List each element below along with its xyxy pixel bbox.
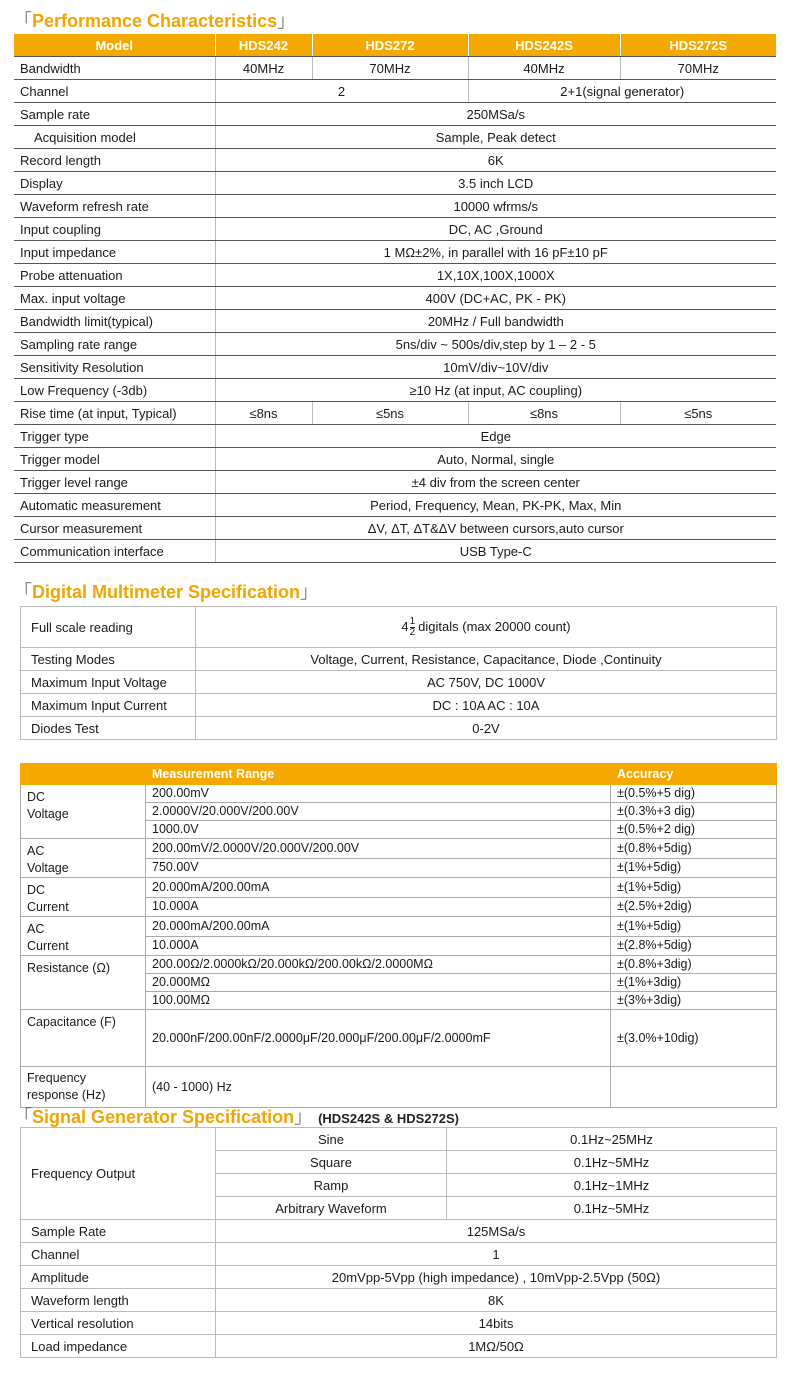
spec-row xyxy=(14,379,776,402)
measurement-row xyxy=(21,1067,777,1108)
column-header: Accuracy xyxy=(611,764,777,785)
dmm-table xyxy=(20,606,777,740)
spec-label: Acquisition model xyxy=(14,126,215,149)
spec-label: Rise time (at input, Typical) xyxy=(14,402,215,425)
spec-row xyxy=(14,356,776,379)
spec-value: 40MHz xyxy=(215,57,312,80)
waveform-name: Square xyxy=(216,1151,447,1174)
spec-value: 1 MΩ±2%, in parallel with 16 pF±10 pF xyxy=(215,241,776,264)
spec-value: 8K xyxy=(216,1289,777,1312)
spec-value: 125MSa/s xyxy=(216,1220,777,1243)
spec-label: Maximum Input Voltage xyxy=(21,671,196,694)
spec-label: Waveform refresh rate xyxy=(14,195,215,218)
signal-table xyxy=(20,1127,777,1358)
spec-value: 5ns/div ~ 500s/div,step by 1 – 2 - 5 xyxy=(215,333,776,356)
spec-row xyxy=(14,287,776,310)
spec-label: Vertical resolution xyxy=(21,1312,216,1335)
spec-value: 3.5 inch LCD xyxy=(215,172,776,195)
accuracy-value: ±(0.5%+2 dig) xyxy=(611,821,777,839)
spec-label: Max. input voltage xyxy=(14,287,215,310)
whole-digits: 4 xyxy=(401,618,409,634)
range-group-label: Frequency response (Hz) xyxy=(21,1067,146,1108)
spec-value: Period, Frequency, Mean, PK-PK, Max, Min xyxy=(215,494,776,517)
spec-value: 0.1Hz~5MHz xyxy=(447,1197,777,1220)
spec-row xyxy=(14,540,776,563)
spec-label: Low Frequency (-3db) xyxy=(14,379,215,402)
accuracy-value: ±(0.5%+5 dig) xyxy=(611,785,777,803)
range-value: 200.00Ω/2.0000kΩ/20.000kΩ/200.00kΩ/2.0000MΩ xyxy=(146,956,611,974)
spec-row xyxy=(14,149,776,172)
spec-row xyxy=(14,517,776,540)
waveform-name: Sine xyxy=(216,1128,447,1151)
fraction-numerator: 1 xyxy=(409,615,416,627)
dmm-title: 「Digital Multimeter Specification」 xyxy=(14,582,319,602)
spec-label: Bandwidth limit(typical) xyxy=(14,310,215,333)
spec-row xyxy=(14,172,776,195)
spec-value: DC : 10A AC : 10A xyxy=(196,694,777,717)
range-value: 10.000A xyxy=(146,897,611,917)
spec-row xyxy=(21,671,777,694)
range-value: 100.00MΩ xyxy=(146,992,611,1010)
range-value: (40 - 1000) Hz xyxy=(146,1067,611,1108)
accuracy-value: ±(2.5%+2dig) xyxy=(611,897,777,917)
spec-row xyxy=(14,471,776,494)
spec-value: 1MΩ/50Ω xyxy=(216,1335,777,1358)
spec-label: Input impedance xyxy=(14,241,215,264)
spec-label: Sampling rate range xyxy=(14,333,215,356)
spec-value: Edge xyxy=(215,425,776,448)
fraction-denominator: 2 xyxy=(409,626,416,638)
range-group-label: DC Current xyxy=(21,878,146,917)
spec-row xyxy=(14,195,776,218)
spec-row xyxy=(21,1266,777,1289)
spec-label: Load impedance xyxy=(21,1335,216,1358)
spec-value: ΔV, ΔT, ΔT&ΔV between cursors,auto cursor xyxy=(215,517,776,540)
spec-row xyxy=(21,1335,777,1358)
range-value: 2.0000V/20.000V/200.00V xyxy=(146,803,611,821)
spec-label: Automatic measurement xyxy=(14,494,215,517)
spec-label: Sample Rate xyxy=(21,1220,216,1243)
performance-table xyxy=(14,34,776,563)
range-value: 10.000A xyxy=(146,936,611,956)
spec-label: Channel xyxy=(21,1243,216,1266)
spec-label: Input coupling xyxy=(14,218,215,241)
spec-value: 70MHz xyxy=(312,57,468,80)
measurement-row xyxy=(21,956,777,974)
spec-label: Channel xyxy=(14,80,215,103)
spec-row xyxy=(14,218,776,241)
range-group-label: Capacitance (F) xyxy=(21,1010,146,1067)
spec-value: ±4 div from the screen center xyxy=(215,471,776,494)
spec-label: Diodes Test xyxy=(21,717,196,740)
measurement-row xyxy=(21,917,777,937)
range-group-label: DC Voltage xyxy=(21,785,146,839)
spec-label: Trigger level range xyxy=(14,471,215,494)
spec-label: Testing Modes xyxy=(21,648,196,671)
spec-label: Communication interface xyxy=(14,540,215,563)
spec-value: 1 xyxy=(216,1243,777,1266)
waveform-name: Ramp xyxy=(216,1174,447,1197)
column-header: HDS242 xyxy=(215,34,312,57)
column-header xyxy=(21,764,146,785)
header-row xyxy=(14,34,776,57)
accuracy-value: ±(1%+5dig) xyxy=(611,858,777,878)
spec-value: AC 750V, DC 1000V xyxy=(196,671,777,694)
range-value: 200.00mV xyxy=(146,785,611,803)
spec-value: 10000 wfrms/s xyxy=(215,195,776,218)
range-group-label: AC Current xyxy=(21,917,146,956)
spec-row xyxy=(21,648,777,671)
spec-label: Display xyxy=(14,172,215,195)
spec-value: 2 xyxy=(215,80,468,103)
spec-value: ≤8ns xyxy=(468,402,620,425)
spec-row xyxy=(21,1243,777,1266)
spec-value: ≥10 Hz (at input, AC coupling) xyxy=(215,379,776,402)
spec-row xyxy=(14,333,776,356)
accuracy-value: ±(3.0%+10dig) xyxy=(611,1010,777,1067)
spec-value: Auto, Normal, single xyxy=(215,448,776,471)
measurement-row xyxy=(21,1010,777,1067)
spec-row xyxy=(14,494,776,517)
signal-title: 「Signal Generator Specification」 (HDS242S & HDS272S) xyxy=(14,1107,459,1127)
spec-row xyxy=(21,1289,777,1312)
spec-value: 0-2V xyxy=(196,717,777,740)
spec-value: 14bits xyxy=(216,1312,777,1335)
spec-value: 0.1Hz~1MHz xyxy=(447,1174,777,1197)
range-value: 750.00V xyxy=(146,858,611,878)
spec-value: USB Type-C xyxy=(215,540,776,563)
spec-row xyxy=(21,1128,777,1151)
range-value: 20.000mA/200.00mA xyxy=(146,917,611,937)
accuracy-value: ±(1%+3dig) xyxy=(611,974,777,992)
column-header: HDS272S xyxy=(620,34,776,57)
spec-row xyxy=(21,607,777,648)
performance-title: 「Performance Characteristics」 xyxy=(14,11,296,31)
spec-row xyxy=(14,126,776,149)
accuracy-value: ±(1%+5dig) xyxy=(611,917,777,937)
spec-label: Record length xyxy=(14,149,215,172)
spec-label: Probe attenuation xyxy=(14,264,215,287)
spec-row xyxy=(21,1312,777,1335)
range-value: 1000.0V xyxy=(146,821,611,839)
spec-value: 250MSa/s xyxy=(215,103,776,126)
spec-label: Sensitivity Resolution xyxy=(14,356,215,379)
full-scale-text: digitals (max 20000 count) xyxy=(418,618,571,634)
spec-row xyxy=(14,264,776,287)
spec-row xyxy=(21,717,777,740)
measurement-table xyxy=(20,763,777,1108)
header-row xyxy=(21,764,777,785)
accuracy-value: ±(0.8%+5dig) xyxy=(611,839,777,859)
measurement-row xyxy=(21,878,777,898)
spec-value: 2+1(signal generator) xyxy=(468,80,776,103)
spec-value: ≤5ns xyxy=(312,402,468,425)
spec-row xyxy=(14,448,776,471)
spec-value: 400V (DC+AC, PK - PK) xyxy=(215,287,776,310)
range-value: 20.000MΩ xyxy=(146,974,611,992)
accuracy-value: ±(0.3%+3 dig) xyxy=(611,803,777,821)
spec-label: Waveform length xyxy=(21,1289,216,1312)
spec-label: Trigger type xyxy=(14,425,215,448)
spec-row xyxy=(14,425,776,448)
accuracy-value: ±(2.8%+5dig) xyxy=(611,936,777,956)
spec-label: Frequency Output xyxy=(21,1128,216,1220)
column-header: Model xyxy=(14,34,215,57)
waveform-name: Arbitrary Waveform xyxy=(216,1197,447,1220)
spec-value: 0.1Hz~25MHz xyxy=(447,1128,777,1151)
spec-label: Amplitude xyxy=(21,1266,216,1289)
spec-label: Maximum Input Current xyxy=(21,694,196,717)
spec-row xyxy=(14,402,776,425)
accuracy-value: ±(3%+3dig) xyxy=(611,992,777,1010)
measurement-row xyxy=(21,839,777,859)
fraction xyxy=(410,617,416,638)
spec-value: 1X,10X,100X,1000X xyxy=(215,264,776,287)
range-value: 20.000nF/200.00nF/2.0000μF/20.000μF/200.00μF/2.0000mF xyxy=(146,1010,611,1067)
spec-value: 40MHz xyxy=(468,57,620,80)
spec-row xyxy=(14,241,776,264)
range-value: 20.000mA/200.00mA xyxy=(146,878,611,898)
column-header: Measurement Range xyxy=(146,764,611,785)
spec-value: Voltage, Current, Resistance, Capacitance, Diode ,Continuity xyxy=(196,648,777,671)
spec-label: Full scale reading xyxy=(21,607,196,648)
spec-row xyxy=(21,1220,777,1243)
measurement-row xyxy=(21,785,777,803)
range-group-label: AC Voltage xyxy=(21,839,146,878)
spec-row xyxy=(21,694,777,717)
accuracy-value: ±(0.8%+3dig) xyxy=(611,956,777,974)
spec-value: DC, AC ,Ground xyxy=(215,218,776,241)
column-header: HDS272 xyxy=(312,34,468,57)
spec-row xyxy=(14,57,776,80)
spec-value: ≤8ns xyxy=(215,402,312,425)
spec-value: 10mV/div~10V/div xyxy=(215,356,776,379)
range-group-label: Resistance (Ω) xyxy=(21,956,146,1010)
accuracy-value: ±(1%+5dig) xyxy=(611,878,777,898)
spec-label: Sample rate xyxy=(14,103,215,126)
spec-value: ≤5ns xyxy=(620,402,776,425)
spec-value: 20MHz / Full bandwidth xyxy=(215,310,776,333)
spec-row xyxy=(14,310,776,333)
spec-label: Cursor measurement xyxy=(14,517,215,540)
spec-value: 0.1Hz~5MHz xyxy=(447,1151,777,1174)
spec-label: Bandwidth xyxy=(14,57,215,80)
spec-value xyxy=(196,607,777,648)
range-value: 200.00mV/2.0000V/20.000V/200.00V xyxy=(146,839,611,859)
spec-row xyxy=(14,80,776,103)
spec-row xyxy=(14,103,776,126)
spec-value: Sample, Peak detect xyxy=(215,126,776,149)
column-header: HDS242S xyxy=(468,34,620,57)
spec-value: 6K xyxy=(215,149,776,172)
spec-value: 70MHz xyxy=(620,57,776,80)
spec-value: 20mVpp-5Vpp (high impedance) , 10mVpp-2.5Vpp (50Ω) xyxy=(216,1266,777,1289)
spec-label: Trigger model xyxy=(14,448,215,471)
accuracy-value xyxy=(611,1067,777,1108)
